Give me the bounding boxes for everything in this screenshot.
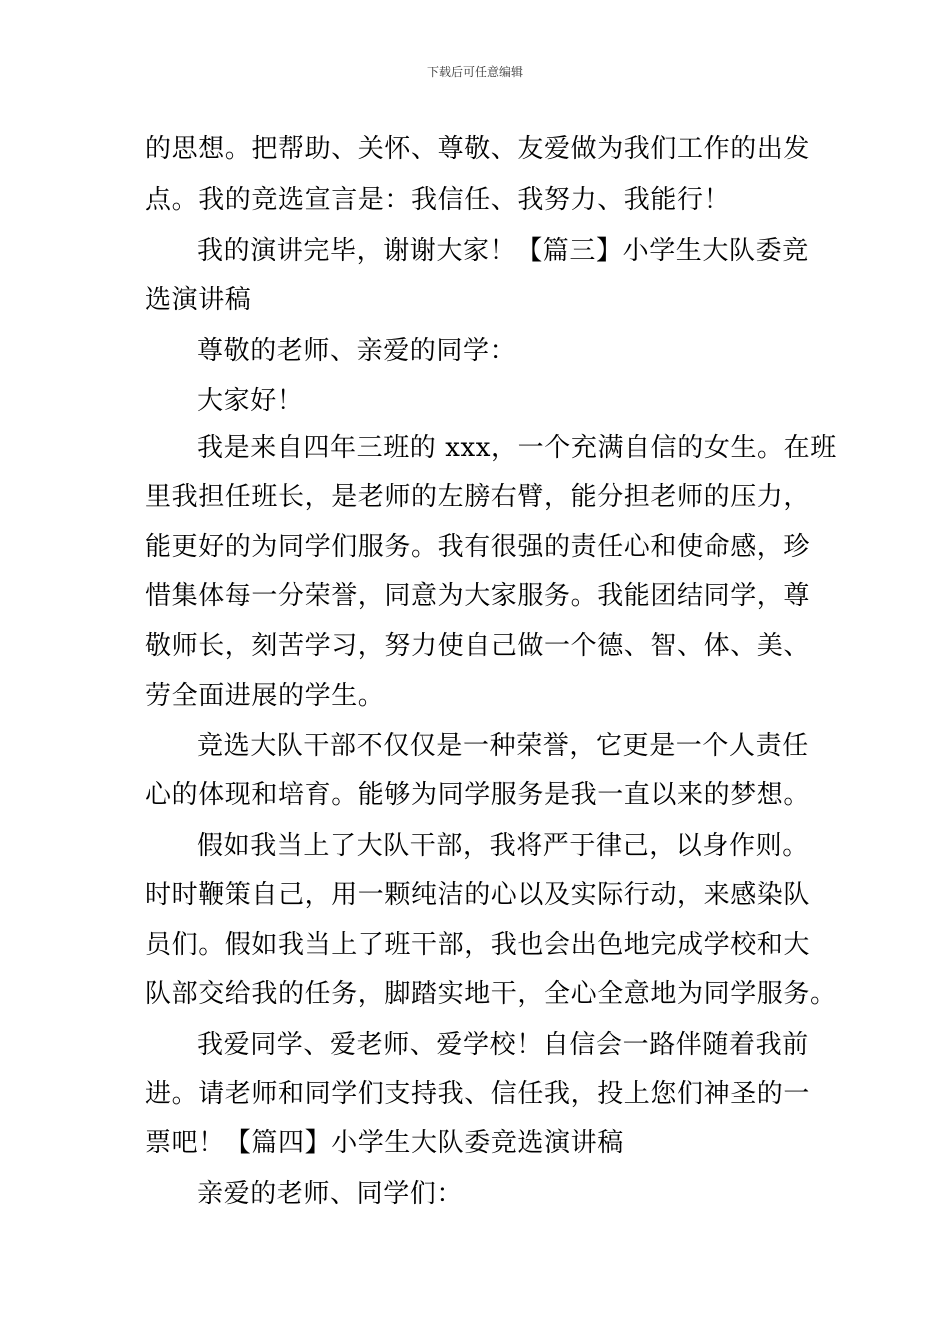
page-header: 下载后可任意编辑 [426, 65, 523, 79]
text-line: 假如我当上了大队干部，我将严于律己，以身作则。 [197, 831, 809, 861]
text-line: 心的体现和培育。能够为同学服务是我一直以来的梦想。 [145, 780, 811, 810]
text-line: 竞选大队干部不仅仅是一种荣誉，它更是一个人责任 [197, 731, 809, 761]
text-line: 劳全面进展的学生。 [145, 681, 385, 711]
text-line: 我是来自四年三班的 xxx，一个充满自信的女生。在班 [197, 433, 837, 463]
text-line: 员们。假如我当上了班干部，我也会出色地完成学校和大 [145, 930, 811, 960]
text-line: 能更好的为同学们服务。我有很强的责任心和使命感，珍 [145, 532, 811, 562]
text-line: 敬师长，刻苦学习，努力使自己做一个德、智、体、美、 [145, 631, 811, 661]
text-line: 选演讲稿 [145, 285, 252, 315]
text-line: 时时鞭策自己，用一颗纯洁的心以及实际行动，来感染队 [145, 880, 811, 910]
text-line: 进。请老师和同学们支持我、信任我，投上您们神圣的一 [145, 1079, 811, 1109]
text-line: 亲爱的老师、同学们： [197, 1179, 464, 1209]
text-line: 我爱同学、爱老师、爱学校！自信会一路伴随着我前 [197, 1030, 809, 1060]
text-line: 队部交给我的任务，脚踏实地干，全心全意地为同学服务。 [145, 979, 837, 1009]
text-line: 惜集体每一分荣誉，同意为大家服务。我能团结同学，尊 [145, 581, 811, 611]
text-line: 大家好！ [197, 386, 304, 416]
text-line: 里我担任班长，是老师的左膀右臂，能分担老师的压力， [145, 482, 811, 512]
text-line: 尊敬的老师、亲爱的同学： [197, 336, 517, 366]
text-line: 点。我的竞选宣言是：我信任、我努力、我能行！ [145, 185, 731, 215]
text-line: 我的演讲完毕，谢谢大家！【篇三】小学生大队委竞 [197, 236, 809, 266]
text-line: 票吧！【篇四】小学生大队委竞选演讲稿 [145, 1128, 624, 1158]
text-line: 的思想。把帮助、关怀、尊敬、友爱做为我们工作的出发 [145, 134, 811, 164]
